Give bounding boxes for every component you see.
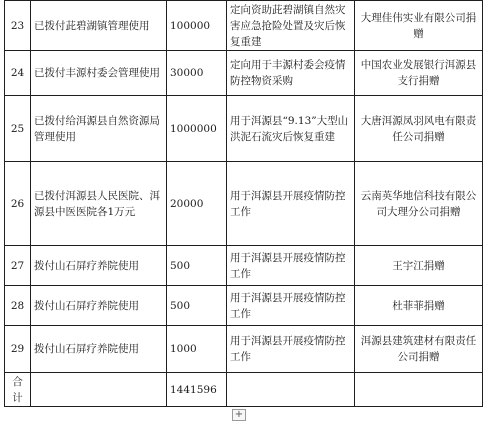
donor-cell: 大理佳伟实业有限公司捐赠 — [355, 1, 483, 51]
donor-cell: 云南英华地信科技有限公司大理分公司捐赠 — [355, 162, 483, 246]
row-number: 25 — [5, 96, 31, 162]
use-cell: 用于洱源县开展疫情防控工作 — [227, 326, 355, 373]
table-row — [5, 286, 483, 326]
row-number: 28 — [5, 286, 31, 326]
allocation-cell: 拨付山石屏疗养院使用 — [31, 286, 167, 326]
table-row — [5, 326, 483, 373]
use-cell: 定向用于丰源村委会疫情防控物资采购 — [227, 51, 355, 96]
table-row — [5, 1, 483, 51]
allocation-cell: 已拨付丰源村委会管理使用 — [31, 51, 167, 96]
total-amount: 1441596 — [167, 373, 227, 407]
allocation-cell — [31, 373, 167, 407]
table-row — [5, 51, 483, 96]
allocation-cell: 已拨付给洱源县自然资源局管理使用 — [31, 96, 167, 162]
allocation-cell: 拨付山石屏疗养院使用 — [31, 246, 167, 286]
amount-cell: 1000 — [167, 326, 227, 373]
use-cell — [227, 373, 355, 407]
table-row — [5, 246, 483, 286]
row-number: 29 — [5, 326, 31, 373]
row-number: 23 — [5, 1, 31, 51]
table-row — [5, 162, 483, 246]
donation-table — [4, 0, 483, 407]
allocation-cell: 已拨付洱源县人民医院、洱源县中医医院各1万元 — [31, 162, 167, 246]
use-cell: 用于洱源县开展疫情防控工作 — [227, 162, 355, 246]
row-number: 26 — [5, 162, 31, 246]
amount-cell: 1000000 — [167, 96, 227, 162]
add-row-button[interactable]: + — [232, 409, 246, 421]
amount-cell: 500 — [167, 286, 227, 326]
amount-cell: 500 — [167, 246, 227, 286]
use-cell: 用于洱源县“9.13”大型山洪泥石流灾后恢复重建 — [227, 96, 355, 162]
row-number: 27 — [5, 246, 31, 286]
amount-cell: 20000 — [167, 162, 227, 246]
total-label: 合计 — [5, 373, 31, 407]
amount-cell: 30000 — [167, 51, 227, 96]
donor-cell — [355, 373, 483, 407]
donor-cell: 王宇江捐赠 — [355, 246, 483, 286]
donor-cell: 洱源县建筑建材有限责任公司捐赠 — [355, 326, 483, 373]
amount-cell: 100000 — [167, 1, 227, 51]
use-cell: 用于洱源县开展疫情防控工作 — [227, 286, 355, 326]
allocation-cell: 拨付山石屏疗养院使用 — [31, 326, 167, 373]
row-number: 24 — [5, 51, 31, 96]
donor-cell: 大唐洱源凤羽风电有限责任公司捐赠 — [355, 96, 483, 162]
table-row — [5, 96, 483, 162]
allocation-cell: 已拨付茈碧湖镇管理使用 — [31, 1, 167, 51]
total-row — [5, 373, 483, 407]
donor-cell: 中国农业发展银行洱源县支行捐赠 — [355, 51, 483, 96]
use-cell: 定向资助茈碧湖镇自然灾害应急抢险处置及灾后恢复重建 — [227, 1, 355, 51]
use-cell: 用于洱源县开展疫情防控工作 — [227, 246, 355, 286]
donor-cell: 杜菲菲捐赠 — [355, 286, 483, 326]
